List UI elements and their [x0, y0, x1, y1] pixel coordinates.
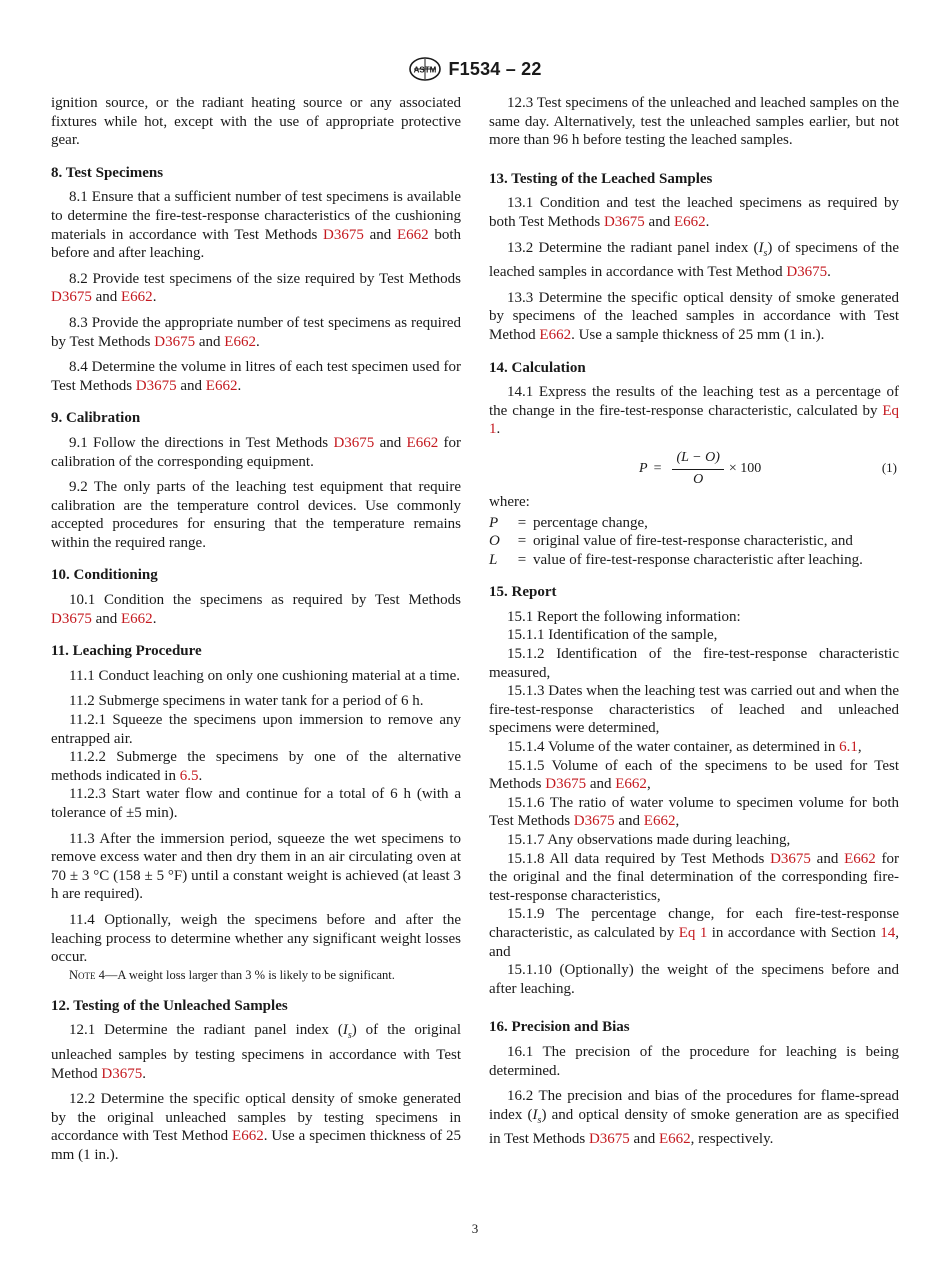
eq-equals: =	[653, 460, 662, 476]
link-e662[interactable]: E662	[121, 610, 153, 627]
link-d3675[interactable]: D3675	[323, 226, 364, 243]
para-13-1: 13.1 Condition and test the leached specimens as required by both Test Methods D3675 and E662.	[489, 195, 899, 230]
section-12-title: 12. Testing of the Unleached Samples	[51, 997, 288, 1014]
section-13-title: 13. Testing of the Leached Samples	[489, 170, 713, 187]
link-e662[interactable]: E662	[396, 226, 429, 243]
where-label: where:	[489, 493, 530, 510]
para-8-3: 8.3 Provide the appropriate number of test specimens as required by Test Methods D3675 and E662.	[51, 314, 461, 350]
link-eq-1[interactable]: Eq 1	[678, 924, 708, 941]
para-8-1: 8.1 Ensure that a sufficient number of test specimens is available to determine the fire-test-response characteristics of the cushioning materials in accordance with Test Methods D3675 and E662 both before and after leaching.	[51, 189, 461, 262]
para-11-4: 11.4 Optionally, weigh the specimens before and after the leaching process to determine whether any significant weight losses occur.	[51, 911, 461, 966]
link-section-6-5[interactable]: 6.5	[179, 767, 199, 784]
para-15-1-9: 15.1.9 The percentage change, for each fire-test-response characteristic, as calculated by Eq 1 in accordance with Section 14, and	[489, 906, 900, 960]
svg-text:ASTM: ASTM	[414, 65, 437, 75]
para-12-3: 12.3 Test specimens of the unleached and leached samples on the same day. Alternatively, test the unleached samples earlier, but not more than 96 h before testing the leached samples.	[489, 95, 899, 149]
link-d3675[interactable]: D3675	[603, 213, 645, 230]
link-d3675[interactable]: D3675	[573, 813, 615, 830]
section-11-title: 11. Leaching Procedure	[51, 643, 202, 660]
link-d3675[interactable]: D3675	[51, 610, 92, 627]
link-d3675[interactable]: D3675	[154, 333, 196, 350]
section-14-title: 14. Calculation	[489, 359, 586, 376]
link-e662[interactable]: E662	[615, 776, 647, 793]
link-d3675[interactable]: D3675	[101, 1065, 143, 1082]
link-d3675[interactable]: D3675	[786, 264, 828, 281]
link-section-14[interactable]: 14	[880, 924, 896, 941]
variable-definitions	[489, 514, 899, 570]
link-d3675[interactable]: D3675	[135, 377, 177, 394]
para-15-1-8: 15.1.8 All data required by Test Methods D3675 and E662 for the original and the final determination of the corresponding fire-test-response characteristics,	[489, 850, 899, 904]
para-9-2: 9.2 The only parts of the leaching test equipment that require calibration are the temperature control devices. Use commonly accepted procedures for ensuring that the temperature remains within the required range.	[51, 479, 461, 551]
link-e662[interactable]: E662	[232, 1128, 264, 1145]
para-11-1: 11.1 Conduct leaching on only one cushioning material at a time.	[69, 667, 461, 684]
para-16-2: 16.2 The precision and bias of the procedures for flame-spread index $(I_s)$ and optical density of smoke generation are as specified in Test Methods D3675 and E662, respectively.	[489, 1088, 899, 1148]
eq-numerator: (L − O)	[672, 449, 723, 470]
para-15-1-1: 15.1.1 Identification of the sample,	[507, 627, 718, 644]
left-column	[51, 94, 461, 1165]
para-8-4: 8.4 Determine the volume in litres of each test specimen used for Test Methods D3675 and E662.	[51, 359, 461, 394]
section-10-title: 10. Conditioning	[51, 567, 158, 584]
link-d3675[interactable]: D3675	[333, 434, 375, 451]
para-15-1: 15.1 Report the following information:	[507, 608, 741, 625]
para-11-2: 11.2 Submerge specimens in water tank for a period of 6 h.	[69, 693, 424, 710]
eq-denominator: O	[693, 471, 704, 487]
link-e662[interactable]: E662	[658, 1131, 691, 1148]
para-10-1: 10.1 Condition the specimens as required by Test Methods D3675 and E662.	[51, 592, 461, 627]
link-e662[interactable]: E662	[643, 813, 676, 830]
para-8-2: 8.2 Provide test specimens of the size required by Test Methods D3675 and E662.	[51, 270, 461, 306]
link-e662[interactable]: E662	[224, 333, 256, 350]
para-13-3: 13.3 Determine the specific optical density of smoke generated by specimens of the leached samples in accordance with Test Method E662. Use a sample thickness of 25 mm (1 in.).	[489, 289, 899, 343]
link-section-6-1[interactable]: 6.1	[839, 739, 858, 756]
link-e662[interactable]: E662	[539, 326, 572, 343]
section-15-title: 15. Report	[489, 584, 557, 601]
right-column	[489, 94, 899, 1149]
link-d3675[interactable]: D3675	[545, 776, 587, 793]
para-16-1: 16.1 The precision of the procedure for leaching is being determined.	[489, 1043, 899, 1079]
para-12-1: 12.1 Determine the radiant panel index $(I_s)$ of the original unleached samples by testing specimens in accordance with Test Method D3675.	[51, 1022, 461, 1082]
para-11-2-3: 11.2.3 Start water flow and continue for a total of 6 h (with a tolerance of ±5 min).	[51, 786, 461, 821]
link-e662[interactable]: E662	[205, 377, 238, 394]
para-15-1-5: 15.1.5 Volume of each of the specimens to be used for Test Methods D3675 and E662,	[489, 757, 899, 793]
variable-row: L = value of fire-test-response characteristic after leaching.	[489, 551, 863, 568]
eq-lhs: P	[639, 460, 648, 476]
variable-row: O = original value of fire-test-response characteristic, and	[489, 533, 853, 550]
section-8-title: 8. Test Specimens	[51, 164, 164, 181]
link-d3675[interactable]: D3675	[51, 289, 92, 306]
link-e662[interactable]: E662	[673, 213, 706, 230]
para-15-1-4: 15.1.4 Volume of the water container, as determined in 6.1,	[507, 739, 862, 756]
para-15-1-2: 15.1.2 Identification of the fire-test-response characteristic measured,	[489, 646, 899, 681]
para-12-2: 12.2 Determine the specific optical density of smoke generated by the original unleached samples by testing specimens in accordance with Test Method E662. Use a specimen thickness of 25 mm (1 in.).	[51, 1091, 462, 1163]
para-11-2-2: 11.2.2 Submerge the specimens by one of the alternative methods indicated in 6.5.	[51, 749, 461, 784]
link-e662[interactable]: E662	[406, 434, 439, 451]
eq-fraction	[672, 449, 723, 489]
link-e662[interactable]: E662	[844, 850, 876, 867]
para-15-1-3: 15.1.3 Dates when the leaching test was carried out and when the fire-test-response characteristics of leached and unleached specimens were determined,	[489, 683, 899, 737]
page-number: 3	[471, 1221, 479, 1236]
para-15-1-7: 15.1.7 Any observations made during leaching,	[507, 832, 791, 848]
link-d3675[interactable]: D3675	[588, 1131, 630, 1148]
link-eq-1[interactable]: Eq 1	[489, 402, 899, 438]
para-11-2-1: 11.2.1 Squeeze the specimens upon immersion to remove any entrapped air.	[51, 712, 461, 747]
para-15-1-10: 15.1.10 (Optionally) the weight of the specimens before and after leaching.	[489, 962, 899, 997]
para-13-2: 13.2 Determine the radiant panel index $(I_s)$ of specimens of the leached samples in accordance with Test Method D3675.	[489, 239, 900, 281]
para-14-1: 14.1 Express the results of the leaching test as a percentage of the change in the fire-test-response characteristic, calculated by Eq 1.	[489, 384, 899, 438]
equation-number: (1)	[881, 459, 897, 475]
section-9-title: 9. Calibration	[51, 410, 141, 427]
intro-paragraph: ignition source, or the radiant heating source or any associated fixtures while hot, except with the use of appropriate protective gear.	[51, 95, 461, 149]
eq-multiplier: × 100	[728, 460, 762, 476]
document-id: F1534 – 22	[448, 58, 542, 79]
link-d3675[interactable]: D3675	[770, 850, 811, 867]
page-header	[0, 56, 950, 82]
astm-logo-icon	[408, 56, 442, 82]
para-11-3: 11.3 After the immersion period, squeeze the wet specimens to remove excess water and then dry them in an air circulating oven at 70 ± 3 °C (158 ± 5 °F) until a constant weight is achieved (at least 3 h are required).	[51, 830, 461, 903]
link-e662[interactable]: E662	[121, 289, 153, 306]
note-4: Note 4—A weight loss larger than 3 % is likely to be significant.	[69, 967, 395, 982]
para-9-1: 9.1 Follow the directions in Test Methods D3675 and E662 for calibration of the corresponding equipment.	[51, 434, 461, 470]
para-15-1-6: 15.1.6 The ratio of water volume to specimen volume for both Test Methods D3675 and E662,	[489, 794, 899, 830]
variable-row: P = percentage change,	[489, 514, 648, 531]
section-16-title: 16. Precision and Bias	[489, 1019, 630, 1036]
equation-1	[489, 445, 899, 489]
